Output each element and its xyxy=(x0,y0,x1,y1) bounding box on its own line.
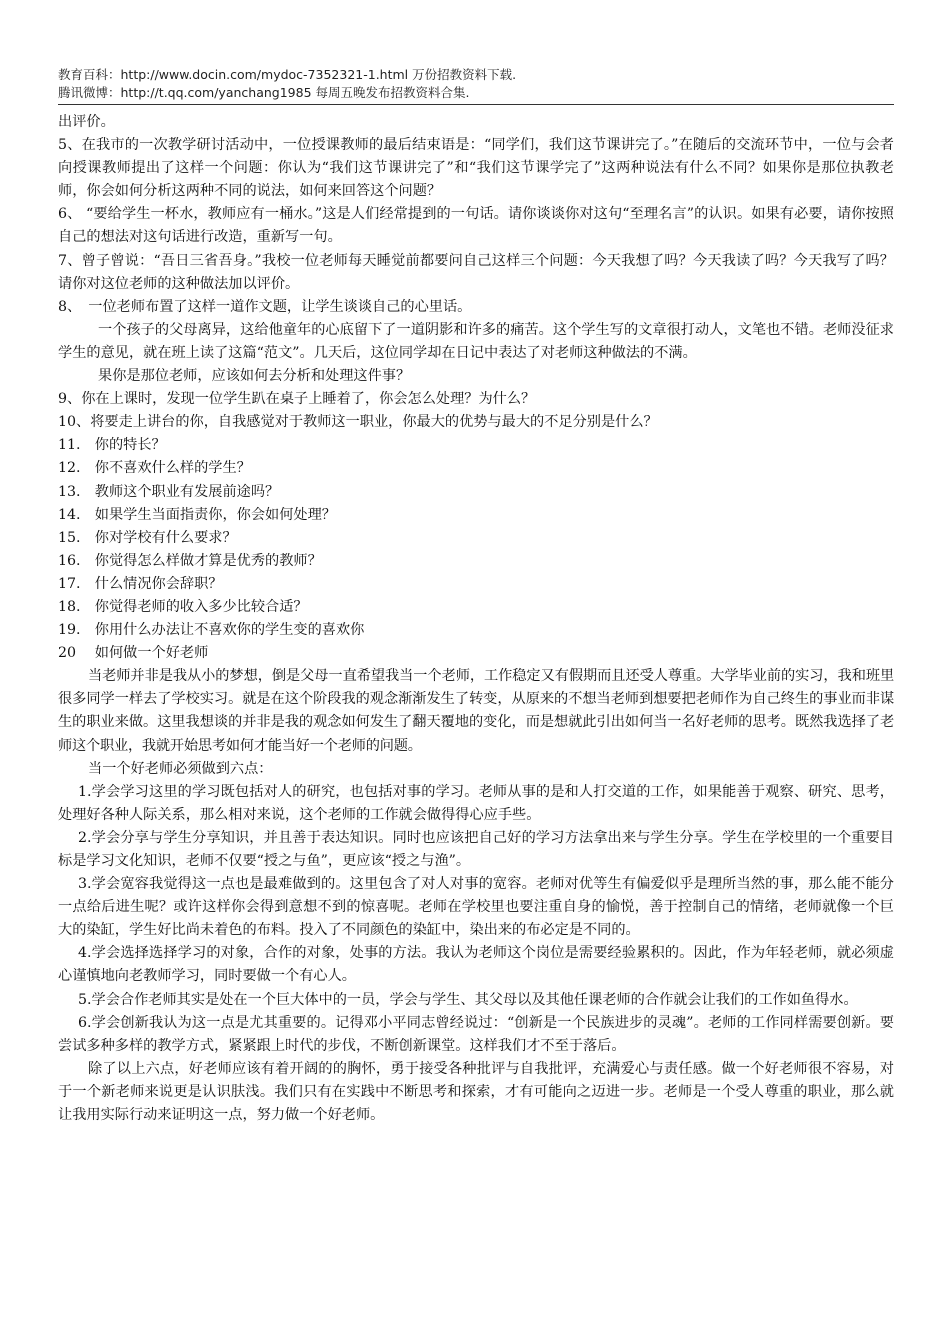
question-13: 13. 教师这个职业有发展前途吗？ xyxy=(58,483,280,500)
essay-point-3: 3.学会宽容我觉得这一点也是最难做到的。这里包含了对人对事的宽容。老师对优等生有偏爱似乎是理所当然的事，那么能不能分一点给后进生呢？或许这样你会得到意想不到的惊喜呢。老师在学校里也要注重自身的愉悦，善于控制自己的情绪，老师就像一个巨大的染缸，学生好比尚未着色的布料。投入了不同颜色的染缸中，染出来的布必定是不同的。 xyxy=(58,876,894,939)
essay-point-1: 1.学会学习这里的学习既包括对人的研究，也包括对事的学习。老师从事的是和人打交道的工作，如果能善于观察、研究、思考，处理好各种人际关系，那么相对来说，这个老师的工作就会做得得心应手些。 xyxy=(58,783,894,823)
question-20: 20 如何做一个好老师 xyxy=(58,645,209,662)
header-line-baike: 教育百科：http://www.docin.com/mydoc-7352321-1.html 万份招教资料下载. xyxy=(58,67,517,82)
question-6: 6、 “要给学生一杯水，教师应有一桶水。”这是人们经常提到的一句话。请你谈谈你对这句“至理名言”的认识。如果有必要，请你按照自己的想法对这句话进行改造，重新写一句。 xyxy=(58,206,894,246)
question-12: 12. 你不喜欢什么样的学生？ xyxy=(58,460,251,477)
question-9: 9、你在上课时，发现一位学生趴在桌子上睡着了，你会怎么处理？为什么？ xyxy=(58,391,536,408)
essay-point-4: 4.学会选择选择学习的对象，合作的对象，处事的方法。我认为老师这个岗位是需要经验累积的。因此，作为年轻老师，就必须虚心谨慎地向老教师学习，同时要做一个有心人。 xyxy=(58,945,894,985)
header-divider xyxy=(58,104,894,105)
header-line-weibo: 腾讯微博：http://t.qq.com/yanchang1985 每周五晚发布招教资料合集. xyxy=(58,85,470,100)
question-5: 5、在我市的一次教学研讨活动中，一位授课教师的最后结束语是：“同学们，我们这节课讲完了。”在随后的交流环节中，一位与会者向授课教师提出了这样一个问题：你认为“我们这节课讲完了”和“我们这节课学完了”这两种说法有什么不同？如果你是那位执教老师，你会如何分析这两种不同的说法，如何来回答这个问题？ xyxy=(58,137,894,200)
essay-intro: 当老师并非是我从小的梦想，倒是父母一直希望我当一个老师，工作稳定又有假期而且还受人尊重。大学毕业前的实习，我和班里很多同学一样去了学校实习。就是在这个阶段我的观念渐渐发生了转变，从原来的不想当老师到想要把老师作为自己终生的事业而非谋生的职业来做。这里我想谈的并非是我的观念如何发生了翻天覆地的变化，而是想就此引出如何当一名好老师的思考。既然我选择了老师这个职业，我就开始思考如何才能当好一个老师的问题。 xyxy=(58,668,894,754)
document-page xyxy=(58,66,894,1127)
question-8: 8、 一位老师布置了这样一道作文题，让学生谈谈自己的心里话。 xyxy=(58,298,472,315)
question-15: 15. 你对学校有什么要求？ xyxy=(58,529,237,546)
question-14: 14. 如果学生当面指责你，你会如何处理？ xyxy=(58,506,336,523)
question-10: 10、将要走上讲台的你，自我感觉对于教师这一职业，你最大的优势与最大的不足分别是什么？ xyxy=(58,414,658,431)
essay-six-points: 当一个好老师必须做到六点： xyxy=(88,760,273,777)
document-body xyxy=(58,111,894,1127)
essay-point-5: 5.学会合作老师其实是处在一个巨大体中的一员，学会与学生、其父母以及其他任课老师的合作就会让我们的工作如鱼得水。 xyxy=(78,991,858,1008)
essay-point-2: 2.学会分享与学生分享知识，并且善于表达知识。同时也应该把自己好的学习方法拿出来与学生分享。学生在学校里的一个重要目标是学习文化知识，老师不仅要“授之与鱼”，更应该“授之与渔”。 xyxy=(58,829,894,869)
question-8-story: 一个孩子的父母离异，这给他童年的心底留下了一道阴影和许多的痛苦。这个学生写的文章很打动人，文笔也不错。老师没征求学生的意见，就在班上读了这篇“范文”。几天后，这位同学却在日记中表达了对老师这种做法的不满。 xyxy=(58,321,894,361)
question-8-prompt: 果你是那位老师，应该如何去分析和处理这件事？ xyxy=(98,368,411,385)
question-18: 18. 你觉得老师的收入多少比较合适？ xyxy=(58,598,308,615)
paragraph: 出评价。 xyxy=(58,114,115,130)
page-header xyxy=(58,66,894,102)
question-17: 17. 什么情况你会辞职？ xyxy=(58,575,223,592)
question-16: 16. 你觉得怎么样做才算是优秀的教师？ xyxy=(58,552,322,569)
essay-point-6: 6.学会创新我认为这一点是尤其重要的。记得邓小平同志曾经说过：“创新是一个民族进步的灵魂”。老师的工作同样需要创新。要尝试多种多样的教学方式，紧紧跟上时代的步伐，不断创新课堂。这样我们才不至于落后。 xyxy=(58,1014,894,1054)
question-11: 11. 你的特长？ xyxy=(58,437,166,454)
essay-conclusion: 除了以上六点，好老师应该有着开阔的的胸怀，勇于接受各种批评与自我批评，充满爱心与责任感。做一个好老师很不容易，对于一个新老师来说更是认识肤浅。我们只有在实践中不断思考和探索，才有可能向之迈进一步。老师是一个受人尊重的职业，那么就让我用实际行动来证明这一点，努力做一个好老师。 xyxy=(58,1060,894,1124)
question-7: 7、曾子曾说：“吾日三省吾身。”我校一位老师每天睡觉前都要问自己这样三个问题：今天我想了吗？今天我读了吗？今天我写了吗？请你对这位老师的这种做法加以评价。 xyxy=(58,252,894,292)
question-19: 19. 你用什么办法让不喜欢你的学生变的喜欢你 xyxy=(58,622,365,639)
